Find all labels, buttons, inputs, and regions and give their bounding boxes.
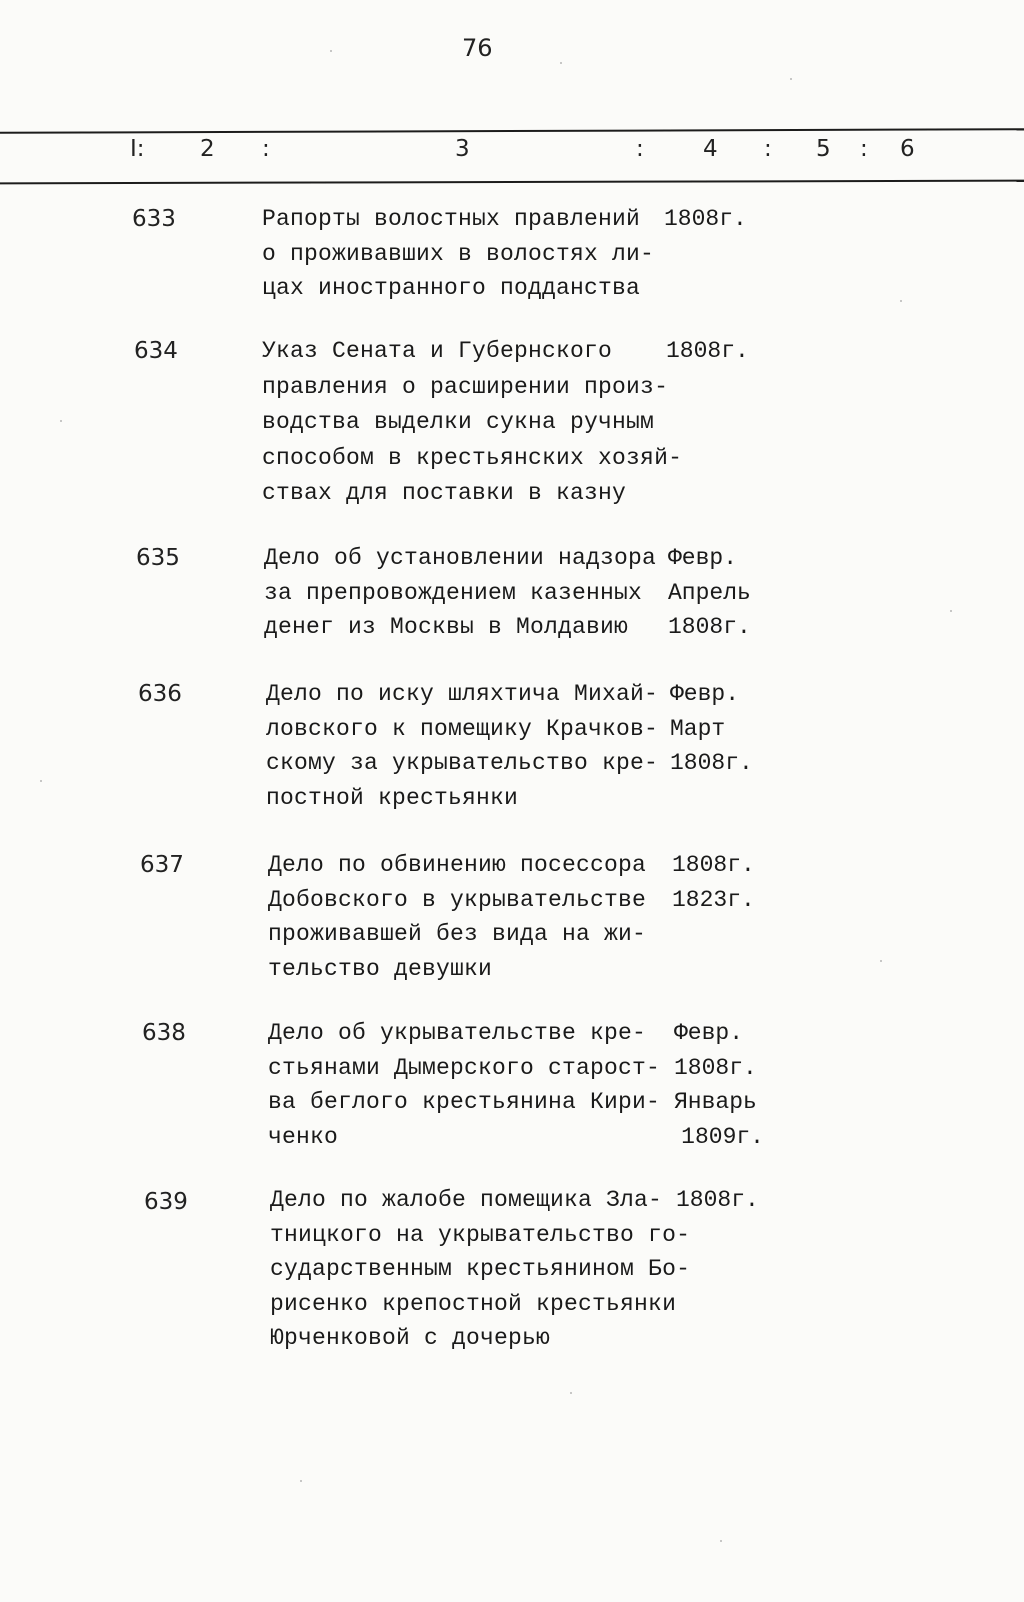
entry-description: Рапорты волостных правлений о проживавших в волостях ли- цах иностранного подданства [262, 206, 655, 301]
column-separator: : [860, 136, 868, 162]
entry-number: 639 [144, 1189, 188, 1215]
entry-dates: Февр. Апрель 1808г. [668, 545, 751, 640]
page-number: 76 [462, 34, 493, 62]
entry-number: 633 [132, 206, 176, 232]
entry-dates: Февр. Март 1808г. [670, 681, 753, 776]
entry-dates: 1808г. [666, 338, 749, 364]
scan-speck [950, 610, 952, 612]
entry-dates: 1808г. [676, 1187, 759, 1213]
column-header-5: 5 [816, 136, 831, 162]
entry-description: Указ Сената и Губернского правления о расширении произ- водства выделки сукна ручным способом в крестьянских хозяй- ствах для поставки в казну [262, 338, 683, 506]
entry-description: Дело об укрывательстве кре- стьянами Дымерского старост- ва беглого крестьянина Кири- ченко [268, 1020, 661, 1150]
header-rule-bottom [0, 180, 1024, 185]
column-separator: : [636, 136, 644, 162]
scan-speck [570, 1392, 572, 1394]
entry-description: Дело по жалобе помещика Зла- тницкого на укрывательство го- сударственным крестьянином Бо- рисенко крепостной крестьянки Юрченковой с дочерью [270, 1187, 691, 1351]
column-header-3: 3 [455, 136, 470, 162]
entry-description: Дело по обвинению посессора Добовского в укрывательстве проживавшей без вида на жи- тельство девушки [268, 852, 647, 982]
entry-number: 637 [140, 852, 184, 878]
column-separator: : [764, 136, 772, 162]
entry-dates: Февр. 1808г. Январь 1809г. [674, 1020, 764, 1150]
column-separator: : [262, 136, 270, 162]
entry-dates: 1808г. 1823г. [672, 852, 755, 913]
scan-speck [60, 420, 62, 422]
header-rule-top [0, 128, 1024, 134]
scan-speck [880, 960, 882, 962]
entry-number: 634 [134, 338, 178, 364]
scan-speck [40, 780, 42, 782]
column-header-1: I: [130, 136, 145, 162]
scan-speck [300, 1480, 302, 1482]
scan-speck [720, 1540, 722, 1542]
entry-number: 636 [138, 681, 182, 707]
entry-number: 638 [142, 1020, 186, 1046]
entry-description: Дело об установлении надзора за препровождением казенных денег из Москвы в Молдавию [264, 545, 657, 640]
scan-speck [900, 300, 902, 302]
entry-number: 635 [136, 545, 180, 571]
entry-dates: 1808г. [664, 206, 747, 232]
column-header-2: 2 [200, 136, 215, 162]
scan-speck [790, 78, 792, 80]
entry-description: Дело по иску шляхтича Михай- ловского к помещику Крачков- скому за укрывательство кре- постной крестьянки [266, 681, 659, 811]
scan-speck [560, 62, 562, 64]
column-header-6: 6 [900, 136, 915, 162]
column-header-4: 4 [703, 136, 718, 162]
scan-speck [330, 50, 332, 52]
column-header-row [0, 136, 1024, 176]
